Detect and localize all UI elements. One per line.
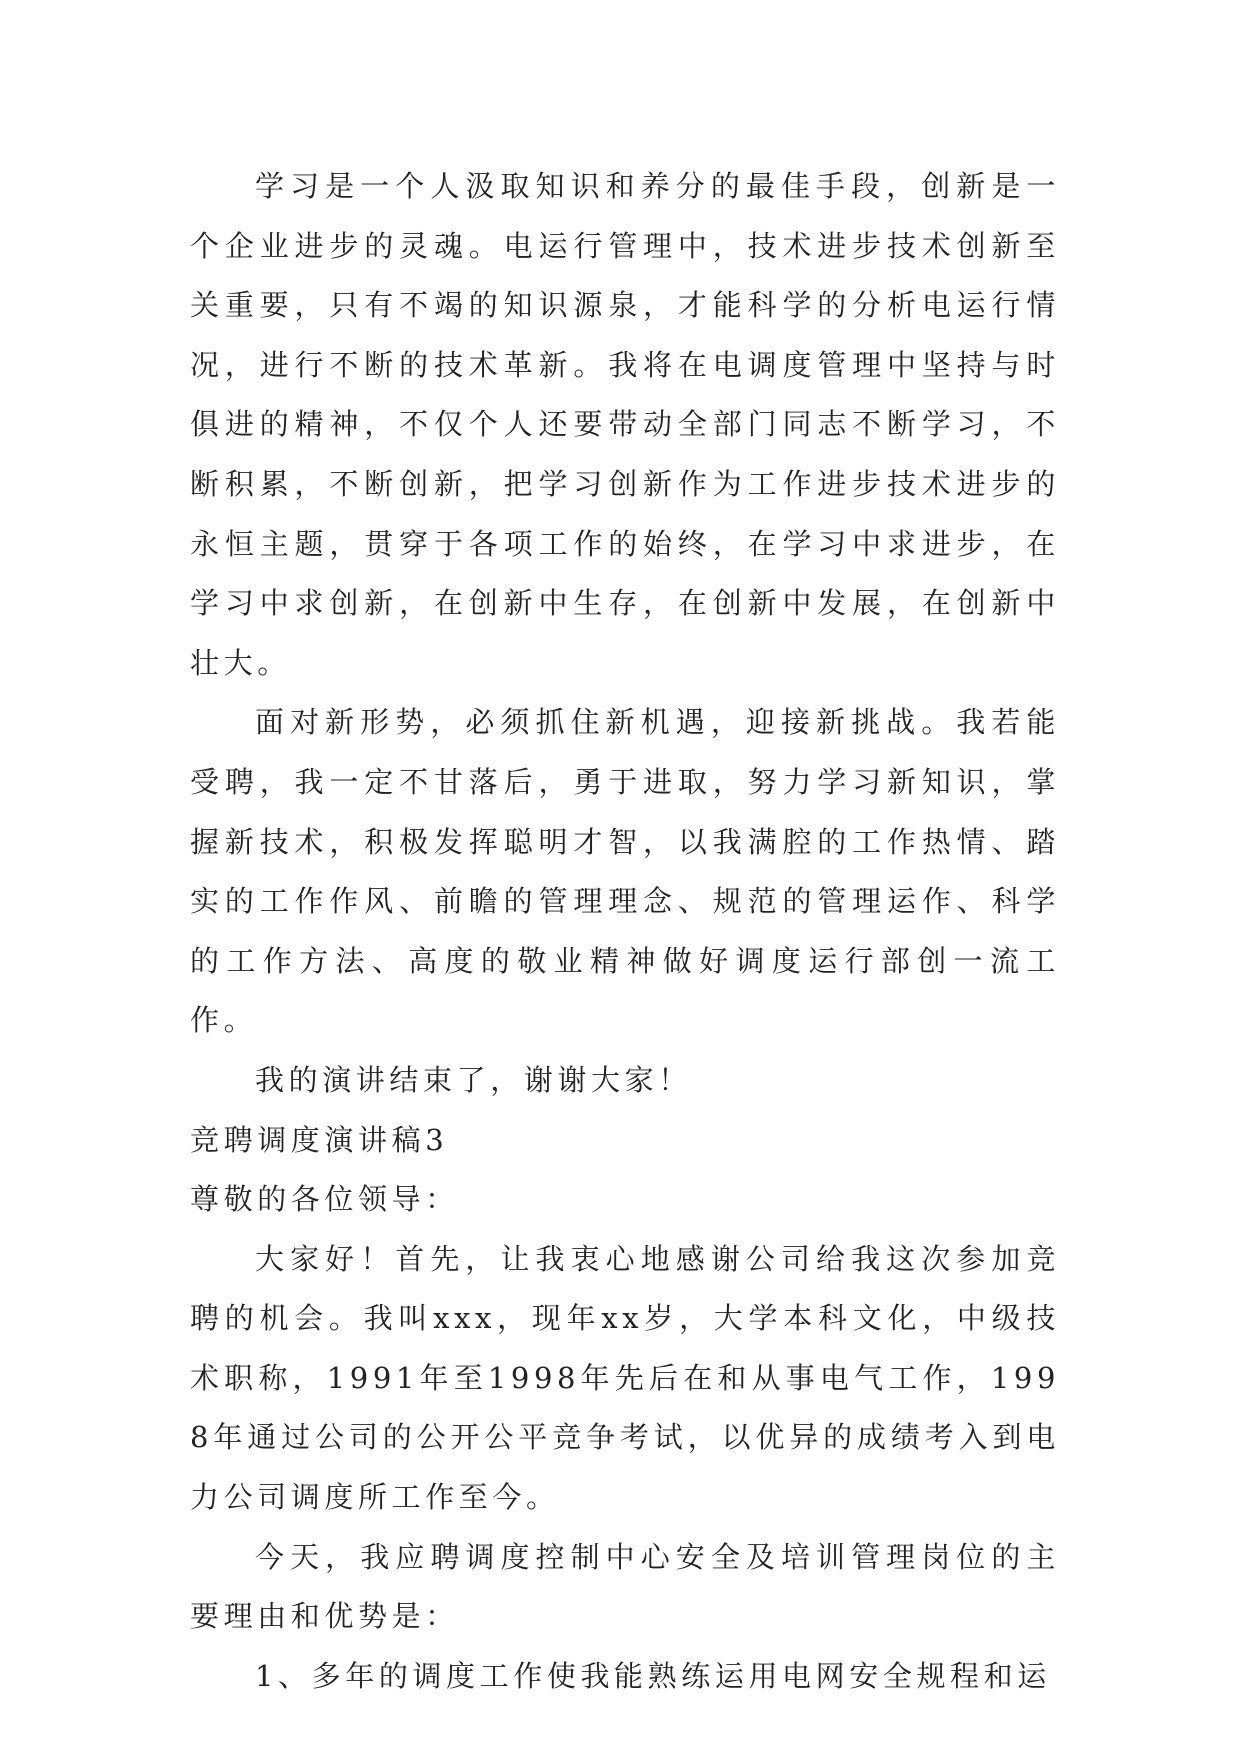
document-body bbox=[190, 157, 1060, 1706]
paragraph-reasons: 今天，我应聘调度控制中心安全及培训管理岗位的主要理由和优势是： bbox=[190, 1539, 1060, 1634]
section-title: 竞聘调度演讲稿3 bbox=[190, 1122, 449, 1157]
salutation: 尊敬的各位领导： bbox=[190, 1182, 459, 1217]
paragraph-learning-innovation: 学习是一个人汲取知识和养分的最佳手段，创新是一个企业进步的灵魂。电运行管理中，技术进步技术创新至关重要，只有不竭的知识源泉，才能科学的分析电运行情况，进行不断的技术革新。我将在电调度管理中坚持与时俱进的精神，不仅个人还要带动全部门同志不断学习，不断积累，不断创新，把学习创新作为工作进步技术进步的永恒主题，贯穿于各项工作的始终，在学习中求进步，在学习中求创新，在创新中生存，在创新中发展，在创新中壮大。 bbox=[190, 169, 1060, 680]
paragraph-greeting-intro: 大家好！首先，让我衷心地感谢公司给我这次参加竞聘的机会。我叫xxx，现年xx岁，大学本科文化，中级技术职称，1991年至1998年先后在和从事电气工作，1998年通过公司的公开公平竞争考试，以优异的成绩考入到电力公司调度所工作至今。 bbox=[190, 1241, 1060, 1515]
paragraph-item-1: 1、多年的调度工作使我能熟练运用电网安全规程和运 bbox=[255, 1658, 1051, 1693]
paragraph-new-situation: 面对新形势，必须抓住新机遇，迎接新挑战。我若能受聘，我一定不甘落后，勇于进取，努力学习新知识，掌握新技术，积极发挥聪明才智，以我满腔的工作热情、踏实的工作作风、前瞻的管理理念、规范的管理运作、科学的工作方法、高度的敬业精神做好调度运行部创一流工作。 bbox=[190, 705, 1060, 1038]
paragraph-closing: 我的演讲结束了，谢谢大家！ bbox=[255, 1062, 692, 1097]
